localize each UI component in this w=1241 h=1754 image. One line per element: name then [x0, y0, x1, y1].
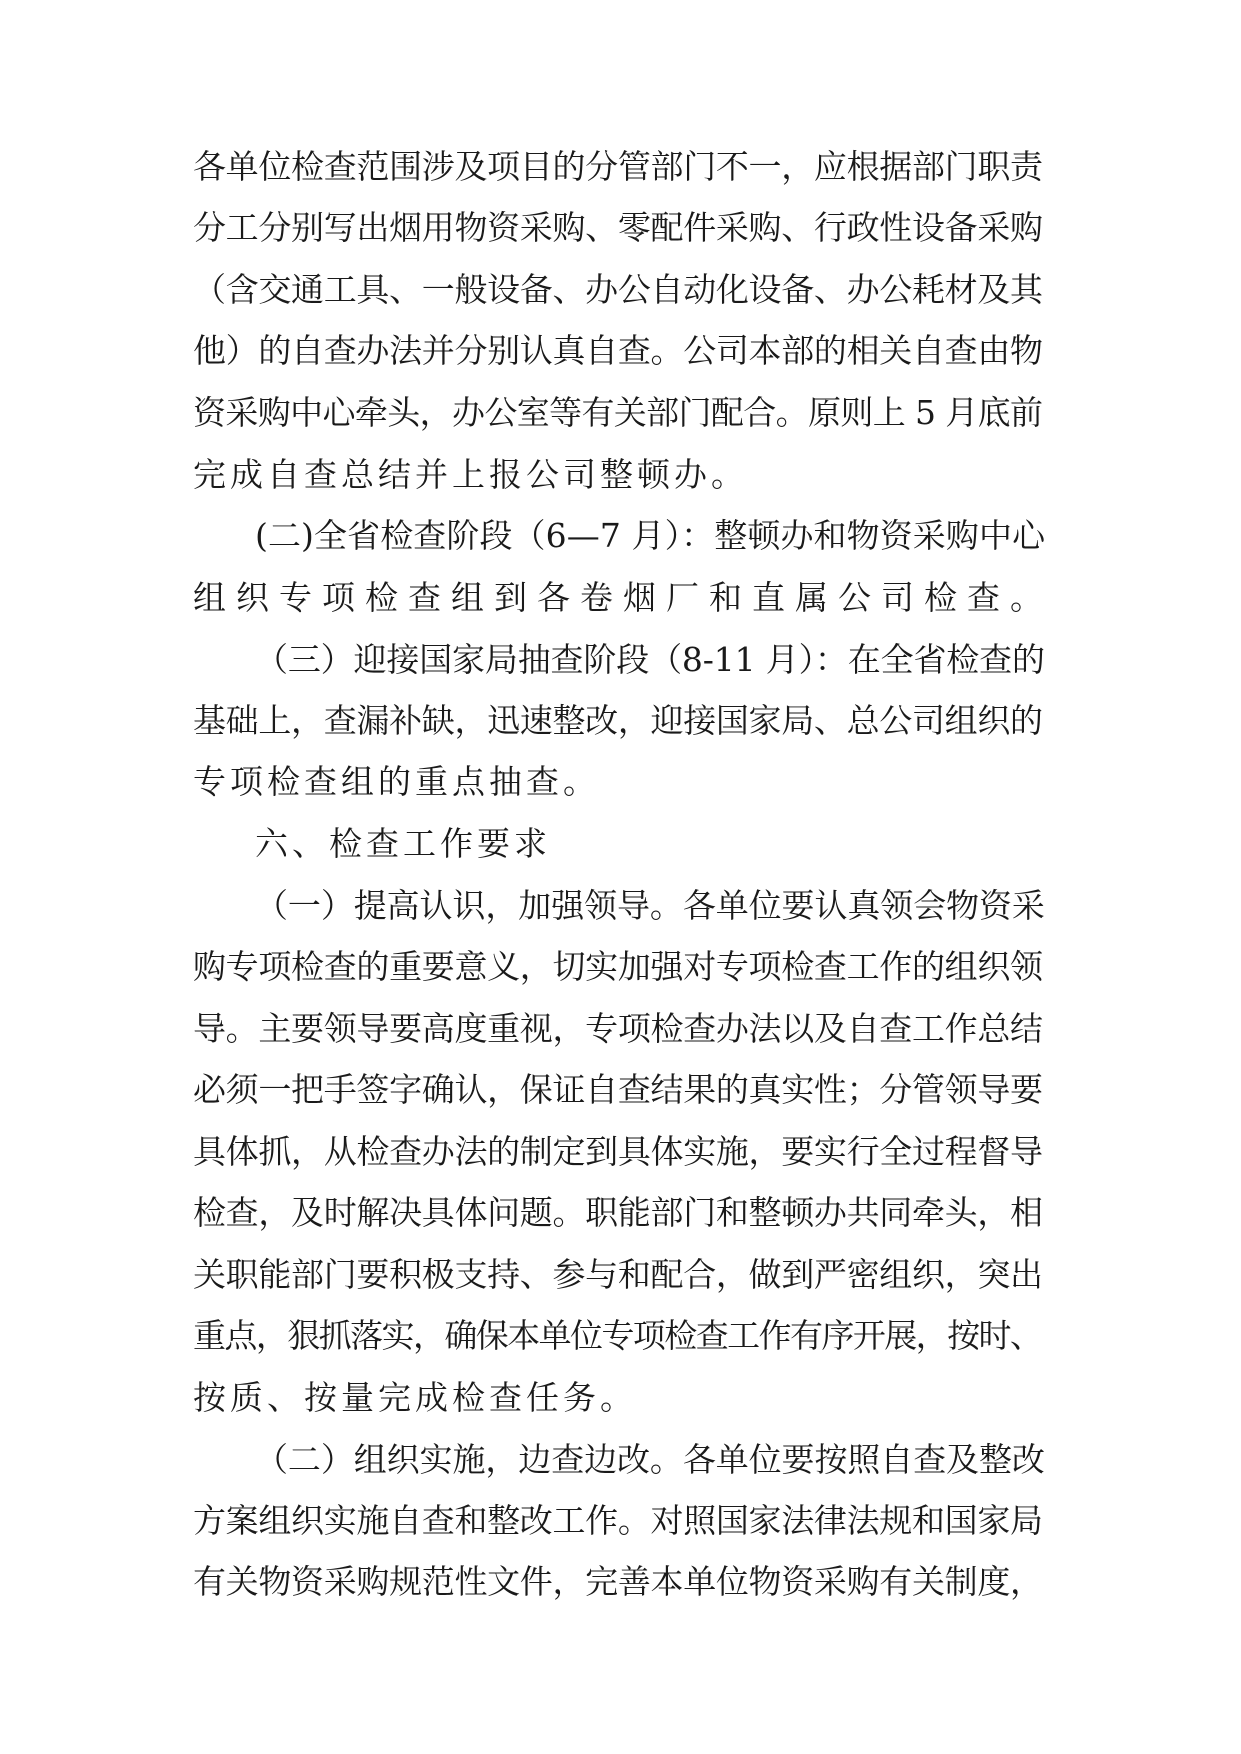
text-line: (二)全省检查阶段（6—7 月）：整顿办和物资采购中心 [255, 516, 1046, 555]
text-line: 分工分别写出烟用物资采购、零配件采购、行政性设备采购 [193, 208, 1043, 247]
text-line: 重点，狠抓落实，确保本单位专项检查工作有序开展，按时、 [193, 1316, 1042, 1355]
text-line: 方案组织实施自查和整改工作。对照国家法律法规和国家局 [193, 1501, 1043, 1540]
text-line: 购专项检查的重要意义，切实加强对专项检查工作的组织领 [193, 947, 1043, 986]
text-line: （含交通工具、一般设备、办公自动化设备、办公耗材及其 [193, 270, 1043, 309]
text-line: 有关物资采购规范性文件，完善本单位物资采购有关制度， [193, 1562, 1043, 1601]
text-line: （二）组织实施，边查边改。各单位要按照自查及整改 [255, 1440, 1045, 1479]
text-line: 完成自查总结并上报公司整顿办。 [193, 455, 748, 494]
text-line: 基础上，查漏补缺，迅速整改，迎接国家局、总公司组织的 [193, 701, 1043, 740]
text-line: 关职能部门要积极支持、参与和配合，做到严密组织，突出 [193, 1255, 1043, 1294]
section-heading: 六、检查工作要求 [255, 824, 551, 863]
text-line: 按质、按量完成检查任务。 [193, 1378, 637, 1417]
text-line: 组织专项检查组到各卷烟厂和直属公司检查。 [193, 578, 1053, 617]
text-line: 各单位检查范围涉及项目的分管部门不一，应根据部门职责 [193, 147, 1043, 186]
text-line: （一）提高认识，加强领导。各单位要认真领会物资采 [255, 886, 1045, 925]
text-line: 检查，及时解决具体问题。职能部门和整顿办共同牵头，相 [193, 1193, 1043, 1232]
text-line: （三）迎接国家局抽查阶段（8-11 月）：在全省检查的 [255, 640, 1045, 679]
text-line: 他）的自查办法并分别认真自查。公司本部的相关自查由物 [193, 331, 1043, 370]
text-line: 必须一把手签字确认，保证自查结果的真实性；分管领导要 [193, 1070, 1043, 1109]
text-line: 专项检查组的重点抽查。 [193, 762, 600, 801]
text-line: 导。主要领导要高度重视，专项检查办法以及自查工作总结 [193, 1009, 1043, 1048]
text-line: 资采购中心牵头，办公室等有关部门配合。原则上 5 月底前 [193, 393, 1043, 432]
text-line: 具体抓，从检查办法的制定到具体实施，要实行全过程督导 [193, 1132, 1043, 1171]
